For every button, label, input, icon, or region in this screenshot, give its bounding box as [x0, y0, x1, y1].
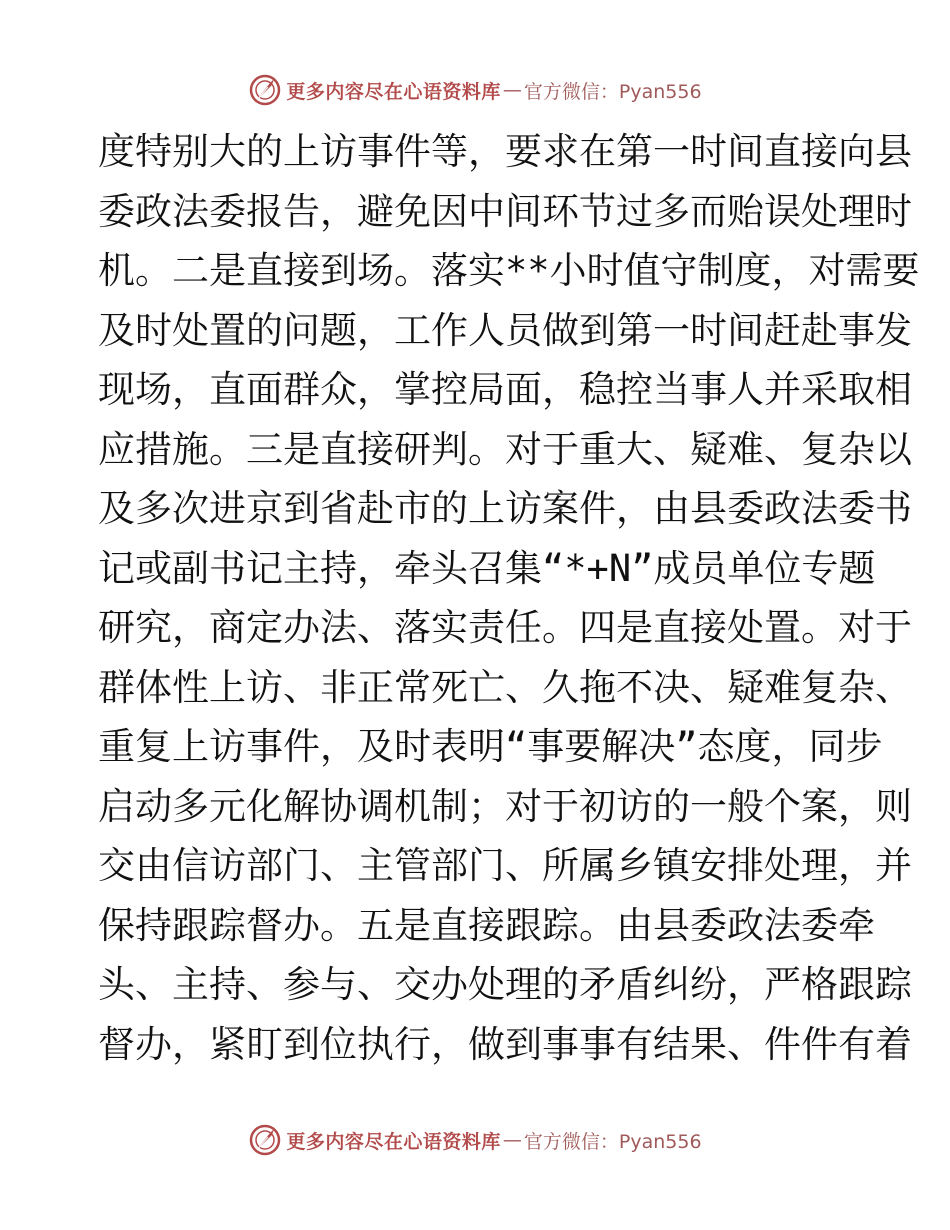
header-wechat-text: 官方微信：Pyan556 [523, 80, 702, 103]
body-line: 督办，紧盯到位执行，做到事事有结果、件件有着 [98, 1022, 912, 1066]
quill-logo-icon [248, 73, 282, 107]
footer-watermark-banner [0, 1120, 950, 1160]
body-line: 头、主持、参与、交办处理的矛盾纠纷，严格跟踪 [98, 963, 912, 1006]
body-line: 交由信访部门、主管部门、所属乡镇安排处理，并 [98, 844, 912, 887]
body-line: 应措施。三是直接研判。对于重大、疑难、复杂以 [98, 427, 912, 471]
body-line: 群体性上访、非正常死亡、久拖不决、疑难复杂、 [98, 665, 912, 709]
footer-wechat-text: 官方微信：Pyan556 [523, 1130, 702, 1153]
body-line: 及时处置的问题，工作人员做到第一时间赶赴事发 [98, 308, 912, 352]
body-line: 委政法委报告，避免因中间环节过多而贻误处理时 [98, 189, 912, 233]
footer-brand-text: 更多内容尽在心语资料库 [286, 1130, 501, 1153]
body-line: 及多次进京到省赴市的上访案件，由县委政法委书 [98, 487, 912, 530]
footer-separator: — [502, 1129, 522, 1151]
body-line: 记或副书记主持，牵头召集“*+N”成员单位专题 [98, 546, 876, 590]
document-body [98, 122, 920, 1074]
header-separator: — [502, 79, 522, 101]
body-line: 启动多元化解协调机制；对于初访的一般个案，则 [98, 784, 912, 828]
header-watermark-banner [0, 70, 950, 110]
body-line: 度特别大的上访事件等，要求在第一时间直接向县 [98, 130, 912, 173]
body-line: 保持跟踪督办。五是直接跟踪。由县委政法委牵 [98, 903, 875, 947]
body-line: 重复上访事件，及时表明“事要解决”态度，同步 [98, 725, 883, 768]
quill-logo-icon [248, 1123, 282, 1157]
body-line: 机。二是直接到场。落实**小时值守制度，对需要 [98, 249, 920, 292]
body-line: 研究，商定办法、落实责任。四是直接处置。对于 [98, 606, 912, 649]
header-brand-text: 更多内容尽在心语资料库 [286, 80, 501, 103]
body-line: 现场，直面群众，掌控局面，稳控当事人并采取相 [98, 368, 912, 411]
